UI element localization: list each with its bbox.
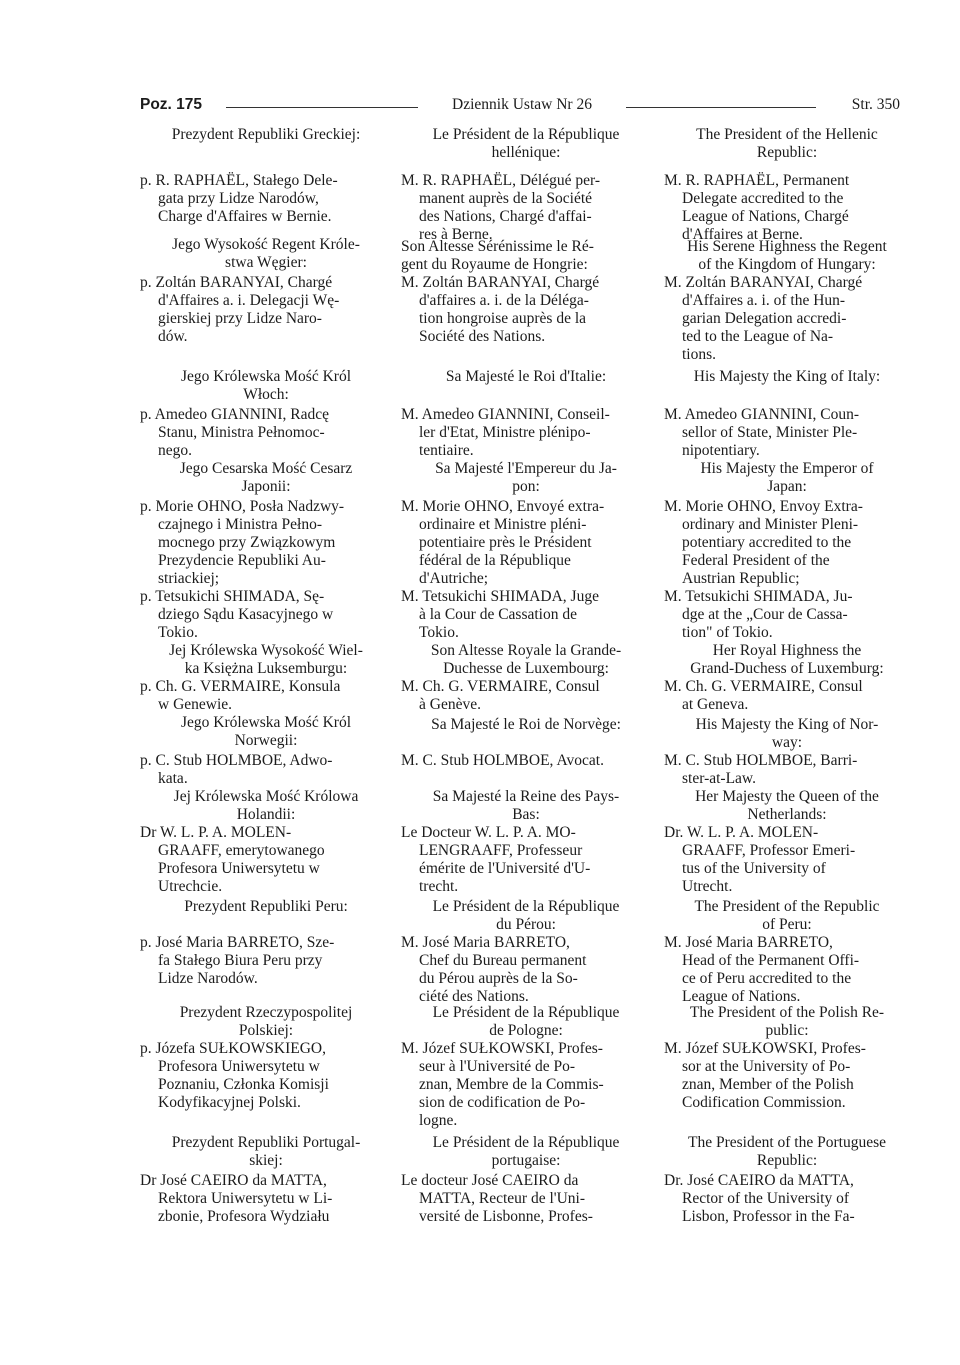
page-header: [140, 96, 900, 118]
delegate-entry: M. Amedeo GIANNINI, Coun- sellor of State, Minister Ple- nipotentiary.: [664, 406, 860, 459]
party-heading: Sa Majesté le Roi de Norvège:: [431, 716, 621, 733]
delegate-entry: Dr. José CAEIRO da MATTA, Rector of the University of Lisbon, Professor in the Fa-: [664, 1172, 855, 1225]
delegate-entry: p. Zoltán BARANYAI, Chargé d'Affaires a. i. Delegacji Wę- gierskiej przy Lidze Naro- dów.: [140, 274, 340, 345]
party-heading: The President of the Hellenic Republic:: [696, 126, 878, 161]
delegate-entry: Son Altesse Sérénissime le Ré- gent du Royaume de Hongrie:: [401, 238, 594, 273]
delegate-entry: M. Tetsukichi SHIMADA, Juge à la Cour de Cassation de Tokio.: [401, 588, 599, 641]
delegate-entry: M. Tetsukichi SHIMADA, Ju- dge at the „Cour de Cassa- tion" of Tokio.: [664, 588, 853, 641]
party-heading: Son Altesse Royale la Grande- Duchesse de Luxembourg:: [430, 642, 622, 677]
party-heading: Jego Królewska Mość Król Włoch:: [180, 368, 352, 403]
party-heading: Prezydent Republiki Greckiej:: [171, 126, 361, 143]
party-heading: The President of the Polish Re- public:: [689, 1004, 885, 1039]
delegate-entry: p. Ch. G. VERMAIRE, Konsula w Genewie.: [140, 678, 341, 713]
delegate-entry: p. José Maria BARRETO, Sze- fa Stałego Biura Peru przy Lidze Narodów.: [140, 934, 335, 987]
party-heading: His Majesty the King of Nor- way:: [695, 716, 879, 751]
delegate-entry: M. Józef SUŁKOWSKI, Profes- sor at the University of Po- znan, Member of the Polish Codification Commission.: [664, 1040, 866, 1111]
header-rule-right: [626, 107, 816, 108]
party-heading: Jej Królewska Mość Królowa Holandii:: [173, 788, 359, 823]
page-number: Str. 350: [851, 96, 900, 113]
party-heading: Prezydent Republiki Portugal- skiej:: [171, 1134, 361, 1169]
party-heading: Her Royal Highness the Grand-Duchess of Luxemburg:: [690, 642, 884, 677]
delegate-entry: M. R. RAPHAËL, Délégué per- manent auprès de la Société des Nations, Chargé d'affai- res à Berne.: [401, 172, 601, 243]
delegate-entry: p. Amedeo GIANNINI, Radcę Stanu, Ministra Pełnomoc- nego.: [140, 406, 329, 459]
delegate-entry: Dr José CAEIRO da MATTA, Rektora Uniwersytetu w Li- zbonie, Profesora Wydziału: [140, 1172, 333, 1225]
party-heading: Sa Majesté la Reine des Pays- Bas:: [432, 788, 620, 823]
journal-title: Dziennik Ustaw Nr 26: [452, 96, 592, 113]
party-heading: The President of the Republic of Peru:: [694, 898, 880, 933]
delegate-entry: Le Docteur W. L. P. A. MO- LENGRAAFF, Professeur émérite de l'Université d'U- trecht.: [401, 824, 591, 895]
delegate-entry: M. Zoltán BARANYAI, Chargé d'affaires a. i. de la Déléga- tion hongroise auprès de la Société des Nations.: [401, 274, 600, 345]
delegate-entry: Dr. W. L. P. A. MOLEN- GRAAFF, Professor Emeri- tus of the University of Utrecht.: [664, 824, 856, 895]
party-heading: Prezydent Rzeczypospolitej Polskiej:: [179, 1004, 353, 1039]
party-heading: The President of the Portuguese Republic:: [687, 1134, 886, 1169]
party-heading: Le Président de la République portugaise:: [432, 1134, 620, 1169]
delegate-entry: p. C. Stub HOLMBOE, Adwo- kata.: [140, 752, 333, 787]
delegate-entry: M. Ch. G. VERMAIRE, Consul at Geneva.: [664, 678, 863, 713]
delegate-entry: M. Józef SUŁKOWSKI, Profes- seur à l'Université de Po- znan, Membre de la Commis- sion de codification de Po- logne.: [401, 1040, 604, 1129]
delegate-entry: M. Morie OHNO, Envoy Extra- ordinary and Minister Pleni- potentiary accredited to the Federal President of the Austrian Republic;: [664, 498, 863, 587]
delegate-entry: M. Ch. G. VERMAIRE, Consul à Genève.: [401, 678, 600, 713]
party-heading: Le Président de la République du Pérou:: [432, 898, 620, 933]
delegate-entry: M. C. Stub HOLMBOE, Barri- ster-at-Law.: [664, 752, 858, 787]
party-heading: Prezydent Republiki Peru:: [184, 898, 348, 915]
party-heading: Le Président de la République de Pologne:: [432, 1004, 620, 1039]
party-heading: His Serene Highness the Regent of the Kingdom of Hungary:: [687, 238, 887, 273]
delegate-entry: Le docteur José CAEIRO da MATTA, Recteur de l'Uni- versité de Lisbonne, Profes-: [401, 1172, 593, 1225]
party-heading: Sa Majesté l'Empereur du Ja- pon:: [435, 460, 617, 495]
party-heading: Jej Królewska Wysokość Wiel- ka Księżna Luksemburgu:: [169, 642, 363, 677]
party-heading: His Majesty the Emperor of Japan:: [700, 460, 874, 495]
delegate-entry: M. Zoltán BARANYAI, Chargé d'Affaires a. i. of the Hun- garian Delegation accredi- ted to the League of Na- tions.: [664, 274, 863, 363]
delegate-entry: Dr W. L. P. A. MOLEN- GRAAFF, emerytowanego Profesora Uniwersytetu w Utrechcie.: [140, 824, 325, 895]
delegate-entry: p. Morie OHNO, Posła Nadzwy- czajnego i Ministra Pełno- mocnego przy Związkowym Prezydencie Republiki Au- striackiej;: [140, 498, 345, 587]
delegate-entry: M. Amedeo GIANNINI, Conseil- ler d'Etat, Ministre plénipo- tentiaire.: [401, 406, 610, 459]
header-rule-left: [226, 107, 418, 108]
delegate-entry: M. José Maria BARRETO, Head of the Permanent Offi- ce of Peru accredited to the League of Nations.: [664, 934, 860, 1005]
delegate-entry: p. R. RAPHAËL, Stałego Dele- gata przy Lidze Narodów, Charge d'Affaires w Bernie.: [140, 172, 338, 225]
position-number: Poz. 175: [140, 96, 203, 113]
delegate-entry: M. C. Stub HOLMBOE, Avocat.: [401, 752, 604, 769]
delegate-entry: p. Tetsukichi SHIMADA, Sę- dziego Sądu Kasacyjnego w Tokio.: [140, 588, 334, 641]
party-heading: Jego Królewska Mość Król Norwegii:: [180, 714, 352, 749]
party-heading: Her Majesty the Queen of the Netherlands:: [695, 788, 879, 823]
delegate-entry: M. Morie OHNO, Envoyé extra- ordinaire et Ministre pléni- potentiaire près le Président fédéral de la République d'Autriche;: [401, 498, 605, 587]
delegate-entry: p. Józefa SUŁKOWSKIEGO, Profesora Uniwersytetu w Poznaniu, Członka Komisji Kodyfikacyjnej Polski.: [140, 1040, 329, 1111]
party-heading: Sa Majesté le Roi d'Italie:: [445, 368, 607, 385]
delegate-entry: M. José Maria BARRETO, Chef du Bureau permanent du Pérou auprès de la So- ciété des Nations.: [401, 934, 587, 1005]
party-heading: Le Président de la République hellénique:: [432, 126, 620, 161]
party-heading: Jego Cesarska Mość Cesarz Japonii:: [179, 460, 353, 495]
party-heading: Jego Wysokość Regent Króle- stwa Węgier:: [172, 236, 360, 271]
party-heading: His Majesty the King of Italy:: [693, 368, 881, 385]
delegate-entry: M. R. RAPHAËL, Permanent Delegate accredited to the League of Nations, Chargé d'Affaires at Berne.: [664, 172, 850, 243]
